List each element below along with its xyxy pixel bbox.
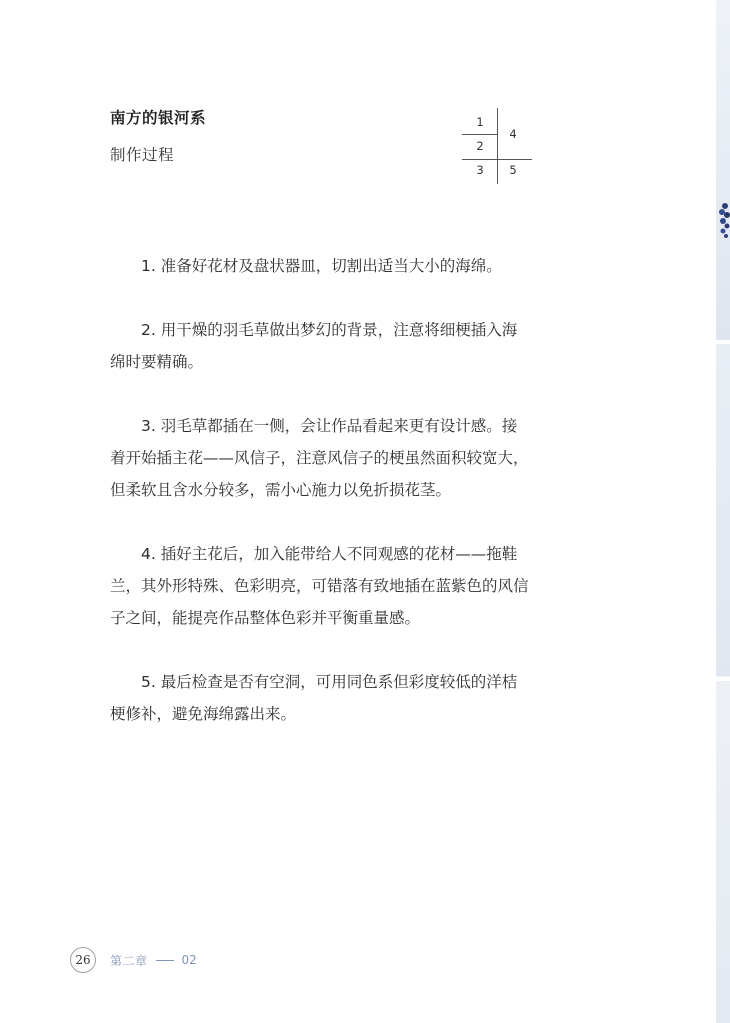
grid-cell-3: 3	[476, 163, 484, 177]
grid-cell-2: 2	[476, 139, 484, 153]
page-subtitle: 制作过程	[110, 146, 175, 164]
page-title: 南方的银河系	[110, 109, 207, 127]
grid-cell-4: 4	[509, 127, 517, 141]
chapter-number: 02	[181, 953, 197, 967]
hyacinth-flower-icon	[718, 200, 730, 242]
chapter-label: 第二章	[110, 953, 148, 968]
adjacent-photo-2	[716, 344, 730, 676]
grid-divider-1	[462, 134, 497, 135]
step-paragraph-2: 2. 用干燥的羽毛草做出梦幻的背景，注意将细梗插入海绵时要精确。	[110, 321, 518, 371]
adjacent-photo-3	[716, 681, 730, 1023]
step-paragraph-4: 4. 插好主花后，加入能带给人不同观感的花材——拖鞋兰，其外形特殊、色彩明亮，可错落有致地插在蓝紫色的风信子之间，能提亮作品整体色彩并平衡重量感。	[110, 545, 529, 627]
step-paragraph-5: 5. 最后检查是否有空洞，可用同色系但彩度较低的洋桔梗修补，避免海绵露出来。	[110, 673, 518, 723]
steps-body	[110, 250, 532, 762]
adjacent-photo-1	[716, 0, 730, 340]
grid-vertical-divider	[497, 108, 498, 184]
grid-cell-5: 5	[509, 163, 517, 177]
grid-divider-2	[462, 159, 532, 160]
page-number-badge: 26	[70, 947, 96, 973]
grid-cell-1: 1	[476, 115, 484, 129]
step-paragraph-3: 3. 羽毛草都插在一侧，会让作品看起来更有设计感。接着开始插主花——风信子，注意风信子的梗虽然面积较宽大，但柔软且含水分较多，需小心施力以免折损花茎。	[110, 417, 529, 499]
chapter-dash	[156, 960, 174, 961]
page-footer	[70, 947, 197, 973]
step-paragraph-1: 1. 准备好花材及盘状器皿，切割出适当大小的海绵。	[141, 257, 502, 275]
photo-index-grid	[462, 108, 532, 184]
